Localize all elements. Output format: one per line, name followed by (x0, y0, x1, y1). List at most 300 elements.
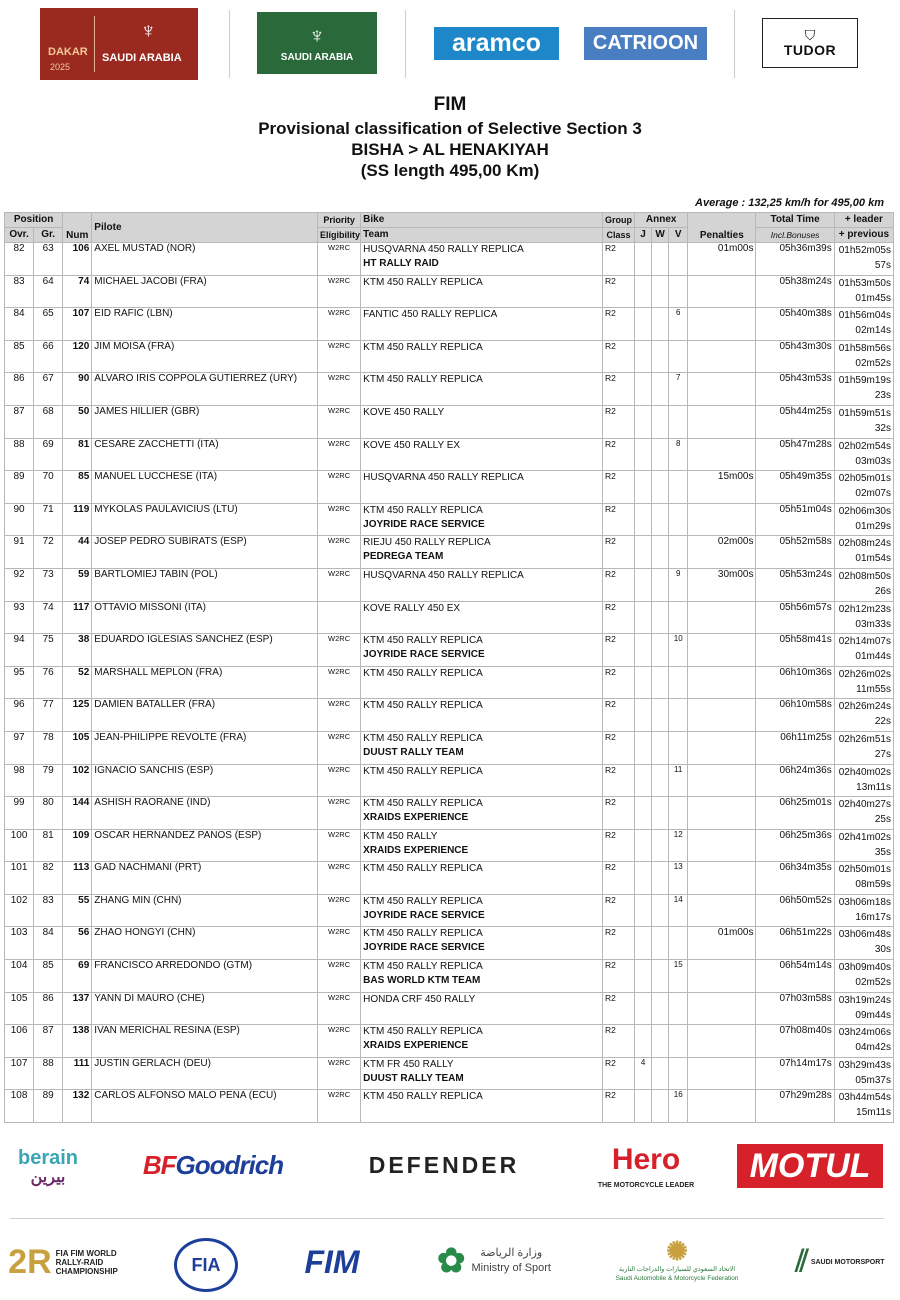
saudi-motorsport-logo (794, 1234, 886, 1290)
priority-eligibility: W2RC (318, 894, 361, 927)
saudi-arabia-logo (257, 12, 377, 74)
gap-to-previous: 16m17s (855, 911, 891, 923)
annex-j (635, 894, 652, 927)
bike-model: KTM 450 RALLY REPLICA (363, 1091, 483, 1103)
pilot-name: ASHISH RAORANE (IND) (92, 797, 318, 830)
table-row (5, 862, 894, 895)
bike-model: HONDA CRF 450 RALLY (363, 993, 476, 1005)
ministry-label-english: Ministry of Sport (471, 1262, 551, 1274)
gap-to-leader: 03h09m40s (838, 962, 891, 974)
group-class: R2 (602, 1090, 634, 1123)
bike-model: KTM 450 RALLY REPLICA (363, 798, 483, 810)
bike-model: HUSQVARNA 450 RALLY REPLICA (363, 244, 524, 255)
annex-j (635, 503, 652, 536)
fim-logo: FIM (304, 1243, 360, 1280)
overall-position: 106 (5, 1025, 34, 1058)
gap-to-leader: 02h26m02s (838, 668, 891, 680)
group-class: R2 (602, 764, 634, 797)
penalties (688, 1057, 756, 1090)
total-time: 05h52m58s (756, 536, 834, 569)
penalties (688, 405, 756, 438)
table-row (5, 1090, 894, 1123)
bike-model: KTM 450 RALLY REPLICA (363, 341, 483, 353)
bike-team (361, 340, 603, 373)
team-name: JOYRIDE RACE SERVICE (363, 942, 485, 954)
annex-v-header: V (669, 228, 688, 243)
annex-v (669, 275, 688, 308)
overall-position: 91 (5, 536, 34, 569)
table-row (5, 275, 894, 308)
group-class: R2 (602, 340, 634, 373)
hero-logo (592, 1140, 700, 1196)
annex-v: 12 (669, 829, 688, 862)
pilot-name: ZHANG MIN (CHN) (92, 894, 318, 927)
pilot-name: MYKOLAS PAULAVICIUS (LTU) (92, 503, 318, 536)
annex-j (635, 1025, 652, 1058)
annex-v (669, 699, 688, 732)
annex-header: Annex (635, 213, 688, 228)
group-position: 65 (34, 308, 63, 341)
priority-eligibility: W2RC (318, 764, 361, 797)
overall-position: 87 (5, 405, 34, 438)
palm-icon: ♆ (140, 18, 157, 43)
dakar-logo-divider (94, 16, 95, 72)
group-position: 86 (34, 992, 63, 1025)
annex-j (635, 927, 652, 960)
gap-to-leader: 02h12m23s (838, 603, 891, 615)
pilot-name: JIM MOISA (FRA) (92, 340, 318, 373)
gaps (834, 992, 893, 1025)
table-row (5, 666, 894, 699)
total-time: 05h38m24s (756, 275, 834, 308)
bike-team (361, 536, 603, 569)
bike-model: KOVE 450 RALLY EX (363, 439, 461, 451)
total-time: 05h51m04s (756, 503, 834, 536)
gap-to-previous: 27s (874, 748, 891, 760)
bib-number: 137 (63, 992, 92, 1025)
table-row (5, 373, 894, 406)
gap-to-leader: 03h24m06s (838, 1027, 891, 1039)
pilot-name: BARTLOMIEJ TABIN (POL) (92, 568, 318, 601)
penalties: 15m00s (688, 471, 756, 504)
penalties (688, 1090, 756, 1123)
bike-model: HUSQVARNA 450 RALLY REPLICA (363, 472, 524, 484)
annex-w-header: W (652, 228, 669, 243)
annex-w (652, 503, 669, 536)
group-class: R2 (602, 894, 634, 927)
samf-logo (612, 1228, 742, 1292)
table-row (5, 471, 894, 504)
gap-to-previous: 35s (874, 846, 891, 858)
penalties (688, 764, 756, 797)
bike-model: KTM 450 RALLY REPLICA (363, 667, 483, 679)
bike-model: RIEJU 450 RALLY REPLICA (363, 537, 491, 549)
table-row (5, 797, 894, 830)
table-row (5, 568, 894, 601)
leader-gap-header: + leader (834, 213, 893, 228)
table-row (5, 634, 894, 667)
priority-eligibility: W2RC (318, 634, 361, 667)
annex-w (652, 960, 669, 993)
total-time: 06h51m22s (756, 927, 834, 960)
team-name: DUUST RALLY TEAM (363, 1072, 464, 1084)
bike-team (361, 373, 603, 406)
bib-number: 90 (63, 373, 92, 406)
bib-number: 107 (63, 308, 92, 341)
gap-to-previous: 02m52s (855, 357, 891, 369)
team-name: XRAIDS EXPERIENCE (363, 1040, 469, 1052)
bfgoodrich-logo-bf: BF (142, 1149, 176, 1180)
gap-to-previous: 22s (874, 716, 891, 728)
annex-w (652, 1025, 669, 1058)
total-time: 05h40m38s (756, 308, 834, 341)
group-class: R2 (602, 568, 634, 601)
group-class: R2 (602, 536, 634, 569)
group-position: 82 (34, 862, 63, 895)
ministry-of-sport-logo (424, 1236, 564, 1286)
gaps (834, 503, 893, 536)
bib-number: 74 (63, 275, 92, 308)
saudi-arabia-logo-text: SAUDI ARABIA (280, 51, 354, 63)
group-class: R2 (602, 862, 634, 895)
penalties: 30m00s (688, 568, 756, 601)
annex-w (652, 438, 669, 471)
total-time: 06h11m25s (756, 731, 834, 764)
overall-position: 103 (5, 927, 34, 960)
group-position: 66 (34, 340, 63, 373)
group-class: R2 (602, 829, 634, 862)
catrion-logo: CATRIOON (584, 27, 707, 60)
annex-w (652, 862, 669, 895)
annex-j (635, 797, 652, 830)
gap-to-leader: 02h26m24s (838, 701, 891, 713)
annex-j (635, 471, 652, 504)
team-name: DUUST RALLY TEAM (363, 746, 464, 758)
total-time: 05h49m35s (756, 471, 834, 504)
bib-number: 109 (63, 829, 92, 862)
penalties (688, 1025, 756, 1058)
palm-icon: ♆ (308, 22, 326, 48)
bike-team (361, 666, 603, 699)
total-time: 07h29m28s (756, 1090, 834, 1123)
group-position: 83 (34, 894, 63, 927)
penalties (688, 894, 756, 927)
pilot-name: JEAN-PHILIPPE RÉVOLTE (FRA) (92, 731, 318, 764)
annex-v: 16 (669, 1090, 688, 1123)
annex-j (635, 438, 652, 471)
group-position: 73 (34, 568, 63, 601)
gap-to-previous: 01m29s (855, 520, 891, 532)
annex-w (652, 373, 669, 406)
gap-to-previous: 32s (874, 422, 891, 434)
annex-w (652, 797, 669, 830)
gap-to-previous: 01m45s (855, 292, 891, 304)
gaps (834, 960, 893, 993)
rally-raid-mark: 2R (8, 1242, 52, 1281)
bike-team (361, 1025, 603, 1058)
gap-to-leader: 02h14m07s (838, 636, 891, 648)
priority-eligibility: W2RC (318, 992, 361, 1025)
annex-v (669, 503, 688, 536)
gaps (834, 405, 893, 438)
group-position: 67 (34, 373, 63, 406)
table-row (5, 960, 894, 993)
motul-logo: MOTUL (737, 1144, 883, 1188)
annex-j (635, 1090, 652, 1123)
pilot-name: AXEL MUSTAD (NOR) (92, 243, 318, 276)
gaps (834, 601, 893, 634)
berain-logo-arabic: بيرين (30, 1169, 66, 1186)
overall-position: 92 (5, 568, 34, 601)
overall-position: 95 (5, 666, 34, 699)
annex-v: 15 (669, 960, 688, 993)
annex-j (635, 764, 652, 797)
penalties (688, 373, 756, 406)
priority-eligibility: W2RC (318, 862, 361, 895)
overall-position: 94 (5, 634, 34, 667)
annex-w (652, 764, 669, 797)
annex-v: 8 (669, 438, 688, 471)
bib-number: 56 (63, 927, 92, 960)
gaps (834, 438, 893, 471)
bfgoodrich-logo (128, 1148, 298, 1182)
group-class: R2 (602, 992, 634, 1025)
priority-eligibility: W2RC (318, 1090, 361, 1123)
bike-team (361, 405, 603, 438)
overall-position: 97 (5, 731, 34, 764)
bike-team (361, 503, 603, 536)
table-row (5, 340, 894, 373)
gap-to-leader: 03h19m24s (838, 994, 891, 1006)
group-class: R2 (602, 405, 634, 438)
bike-model: KTM 450 RALLY REPLICA (363, 1026, 483, 1038)
annex-v: 11 (669, 764, 688, 797)
annex-w (652, 601, 669, 634)
annex-w (652, 568, 669, 601)
tudor-logo (762, 18, 858, 68)
annex-v: 14 (669, 894, 688, 927)
gap-to-previous: 23s (874, 390, 891, 402)
priority-eligibility: W2RC (318, 1025, 361, 1058)
overall-position: 101 (5, 862, 34, 895)
bib-number: 102 (63, 764, 92, 797)
group-position: 71 (34, 503, 63, 536)
annex-v (669, 536, 688, 569)
gap-to-previous: 02m52s (855, 977, 891, 989)
priority-eligibility: W2RC (318, 243, 361, 276)
team-name: PEDREGA TEAM (363, 551, 444, 563)
gap-to-leader: 02h05m01s (838, 473, 891, 485)
bike-model: FANTIC 450 RALLY REPLICA (363, 309, 498, 321)
gap-to-previous: 25s (874, 814, 891, 826)
overall-position: 105 (5, 992, 34, 1025)
bike-team (361, 894, 603, 927)
group-position: 88 (34, 1057, 63, 1090)
group-position: 84 (34, 927, 63, 960)
annex-v: 7 (669, 373, 688, 406)
berain-logo (8, 1133, 88, 1203)
bike-team (361, 1090, 603, 1123)
gaps (834, 829, 893, 862)
bike-model: KTM 450 RALLY (363, 830, 438, 842)
stage-length: (SS length 495,00 Km) (360, 161, 540, 180)
annex-j (635, 862, 652, 895)
group-class: R2 (602, 503, 634, 536)
class-header: Class (602, 228, 634, 243)
group-class: R2 (602, 1057, 634, 1090)
pilot-name: CESARE ZACCHETTI (ITA) (92, 438, 318, 471)
overall-position: 104 (5, 960, 34, 993)
average-speed: Average : 132,25 km/h for 495,00 km (695, 197, 884, 209)
total-time: 06h10m58s (756, 699, 834, 732)
penalties (688, 503, 756, 536)
gap-to-previous: 57s (874, 260, 891, 271)
total-time: 06h25m01s (756, 797, 834, 830)
bib-number: 38 (63, 634, 92, 667)
bike-team (361, 243, 603, 276)
annex-v (669, 243, 688, 276)
previous-gap-header: + previous (834, 228, 893, 243)
priority-eligibility: W2RC (318, 568, 361, 601)
group-class: R2 (602, 960, 634, 993)
tudor-logo-text: TUDOR (783, 42, 837, 58)
annex-v (669, 471, 688, 504)
team-name: HT RALLY RAID (363, 258, 439, 269)
bike-team (361, 601, 603, 634)
annex-w (652, 1057, 669, 1090)
ministry-label-arabic: وزارة الرياضة (480, 1247, 543, 1259)
gaps (834, 1025, 893, 1058)
overall-position: 99 (5, 797, 34, 830)
total-time: 07h08m40s (756, 1025, 834, 1058)
table-row (5, 1057, 894, 1090)
pilot-name: JUSTIN GERLACH (DEU) (92, 1057, 318, 1090)
bike-header: Bike (361, 213, 603, 228)
table-row (5, 308, 894, 341)
overall-position: 82 (5, 243, 34, 276)
group-class: R2 (602, 927, 634, 960)
table-row (5, 601, 894, 634)
gaps (834, 927, 893, 960)
annex-w (652, 992, 669, 1025)
total-time: 05h43m53s (756, 373, 834, 406)
gap-to-leader: 02h41m02s (838, 831, 891, 843)
bib-number: 52 (63, 666, 92, 699)
penalties (688, 340, 756, 373)
annex-w (652, 894, 669, 927)
overall-position: 93 (5, 601, 34, 634)
annex-j (635, 568, 652, 601)
bib-number: 55 (63, 894, 92, 927)
gaps (834, 797, 893, 830)
annex-w (652, 405, 669, 438)
bib-number: 119 (63, 503, 92, 536)
priority-eligibility: W2RC (318, 536, 361, 569)
bib-number: 111 (63, 1057, 92, 1090)
table-row (5, 699, 894, 732)
group-class: R2 (602, 308, 634, 341)
saudi-motorsport-label: SAUDI MOTORSPORT (810, 1258, 885, 1266)
priority-eligibility: W2RC (318, 666, 361, 699)
table-row (5, 503, 894, 536)
group-class: R2 (602, 699, 634, 732)
group-position: 87 (34, 1025, 63, 1058)
priority-eligibility: W2RC (318, 960, 361, 993)
bike-model: HUSQVARNA 450 RALLY REPLICA (363, 569, 524, 581)
priority-eligibility: W2RC (318, 829, 361, 862)
group-position: 81 (34, 829, 63, 862)
table-row (5, 927, 894, 960)
star-emblem-icon: ✺ (666, 1236, 688, 1266)
total-time: 05h58m41s (756, 634, 834, 667)
hero-logo-tagline: THE MOTORCYCLE LEADER (597, 1182, 695, 1189)
penalties-header: Penalties (688, 213, 756, 243)
fia-logo: FIA (174, 1238, 238, 1292)
dakar-logo-country: SAUDI ARABIA (102, 52, 182, 64)
group-position: 74 (34, 601, 63, 634)
bike-team (361, 699, 603, 732)
annex-v (669, 601, 688, 634)
pilot-name: YANN DI MAURO (CHE) (92, 992, 318, 1025)
gap-to-leader: 01h52m05s (838, 245, 891, 256)
table-row (5, 438, 894, 471)
annex-v (669, 731, 688, 764)
annex-j (635, 243, 652, 276)
priority-eligibility: W2RC (318, 340, 361, 373)
flower-icon: ✿ (437, 1242, 466, 1280)
annex-j (635, 960, 652, 993)
gap-to-leader: 01h59m51s (838, 407, 891, 419)
total-time: 06h10m36s (756, 666, 834, 699)
classification-title: Provisional classification of Selective Section 3 (258, 119, 642, 138)
total-time: 05h47m28s (756, 438, 834, 471)
pilot-name: OSCAR HERNANDEZ PANOS (ESP) (92, 829, 318, 862)
annex-w (652, 699, 669, 732)
annex-v (669, 1057, 688, 1090)
motorsport-mark-icon: ⫽ (795, 1245, 809, 1278)
annex-w (652, 666, 669, 699)
gap-to-leader: 01h56m04s (838, 310, 891, 322)
group-position: 68 (34, 405, 63, 438)
bike-model: KTM 450 RALLY REPLICA (363, 765, 483, 777)
total-time: 07h14m17s (756, 1057, 834, 1090)
gap-to-leader: 01h58m56s (838, 342, 891, 354)
logo-separator (405, 10, 406, 78)
gap-to-leader: 03h29m43s (838, 1059, 891, 1071)
table-row (5, 405, 894, 438)
group-class: R2 (602, 797, 634, 830)
gap-to-previous: 02m14s (855, 325, 891, 337)
annex-j (635, 536, 652, 569)
total-time: 05h56m57s (756, 601, 834, 634)
gap-to-leader: 03h44m54s (838, 1092, 891, 1104)
gap-to-leader: 02h08m24s (838, 538, 891, 550)
table-row (5, 992, 894, 1025)
stage-route: BISHA > AL HENAKIYAH (351, 140, 549, 159)
penalties (688, 634, 756, 667)
berain-logo-text: berain (17, 1147, 79, 1169)
group-position: 89 (34, 1090, 63, 1123)
annex-v (669, 927, 688, 960)
annex-j (635, 992, 652, 1025)
penalties (688, 797, 756, 830)
group-position: 76 (34, 666, 63, 699)
bike-team (361, 568, 603, 601)
team-name: XRAIDS EXPERIENCE (363, 812, 469, 824)
overall-position: 83 (5, 275, 34, 308)
annex-j (635, 373, 652, 406)
defender-logo: DEFENDER (368, 1151, 520, 1178)
